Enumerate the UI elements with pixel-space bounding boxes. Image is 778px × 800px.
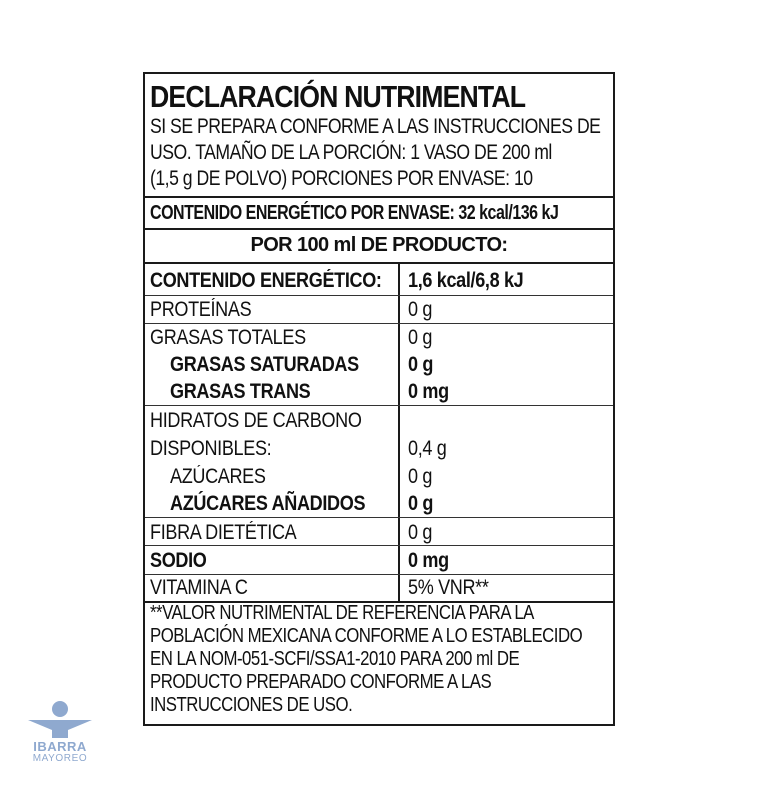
row-divider [145, 405, 613, 406]
nutrition-label [143, 72, 615, 726]
watermark-brand: IBARRA [33, 739, 87, 754]
nutrient-name-added-sugars: AZÚCARES AÑADIDOS [170, 492, 366, 515]
nutrient-name-saturated-fat: GRASAS SATURADAS [170, 353, 359, 376]
nutrient-name-sodium: SODIO [150, 549, 207, 572]
nutrient-value-energy: 1,6 kcal/6,8 kJ [408, 269, 524, 292]
footnote-line: POBLACIÓN MEXICANA CONFORME A LO ESTABLECIDO [150, 625, 583, 647]
nutrient-value-vitamin-c: 5% VNR** [408, 576, 489, 599]
intro-line: SI SE PREPARA CONFORME A LAS INSTRUCCIONES DE [150, 115, 601, 138]
footnote [150, 602, 620, 717]
divider [145, 262, 613, 264]
energy-per-package: CONTENIDO ENERGÉTICO POR ENVASE: 32 kcal/136 kJ [150, 202, 559, 224]
nutrient-value-sugars: 0 g [408, 465, 433, 488]
intro-line: USO. TAMAÑO DE LA PORCIÓN: 1 VASO DE 200 ml [150, 141, 552, 164]
nutrient-name-sugars: AZÚCARES [170, 465, 266, 488]
footnote-line: EN LA NOM-051-SCFI/SSA1-2010 PARA 200 ml DE [150, 648, 520, 670]
nutrient-name-available-carbs: DISPONIBLES: [150, 437, 272, 460]
watermark-sub: MAYOREO [32, 753, 88, 764]
label-title: DECLARACIÓN NUTRIMENTAL [150, 79, 526, 114]
nutrient-value-added-sugars: 0 g [408, 492, 434, 515]
nutrient-name-proteins: PROTEÍNAS [150, 298, 252, 321]
nutrient-value-fiber: 0 g [408, 521, 433, 544]
nutrient-name-fiber: FIBRA DIETÉTICA [150, 521, 297, 544]
per-100ml-heading: POR 100 ml DE PRODUCTO: [250, 234, 508, 256]
intro-line: (1,5 g DE POLVO) PORCIONES POR ENVASE: 10 [150, 167, 533, 190]
logo-body [28, 720, 92, 738]
row-divider [145, 323, 613, 324]
nutrient-value-available-carbs: 0,4 g [408, 437, 447, 460]
nutrient-value-trans-fat: 0 mg [408, 380, 449, 403]
footnote-line: **VALOR NUTRIMENTAL DE REFERENCIA PARA LA [150, 602, 534, 624]
footnote-line: PRODUCTO PREPARADO CONFORME A LAS [150, 671, 492, 693]
nutrient-value-sodium: 0 mg [408, 549, 449, 572]
serving-info [150, 114, 604, 192]
nutrient-name-energy: CONTENIDO ENERGÉTICO: [150, 269, 382, 292]
nutrient-name-carbohydrates: HIDRATOS DE CARBONO [150, 409, 362, 432]
column-divider [398, 264, 400, 602]
nutrient-value-proteins: 0 g [408, 298, 433, 321]
nutrient-name-total-fat: GRASAS TOTALES [150, 326, 306, 349]
logo-head [52, 701, 68, 717]
footnote-line: INSTRUCCIONES DE USO. [150, 694, 353, 716]
divider [145, 196, 613, 198]
divider [145, 228, 613, 230]
nutrient-name-vitamin-c: VITAMINA C [150, 576, 248, 599]
nutrient-name-trans-fat: GRASAS TRANS [170, 380, 311, 403]
nutrient-value-total-fat: 0 g [408, 326, 433, 349]
row-divider [145, 517, 613, 518]
nutrient-value-saturated-fat: 0 g [408, 353, 434, 376]
row-divider [145, 295, 613, 296]
